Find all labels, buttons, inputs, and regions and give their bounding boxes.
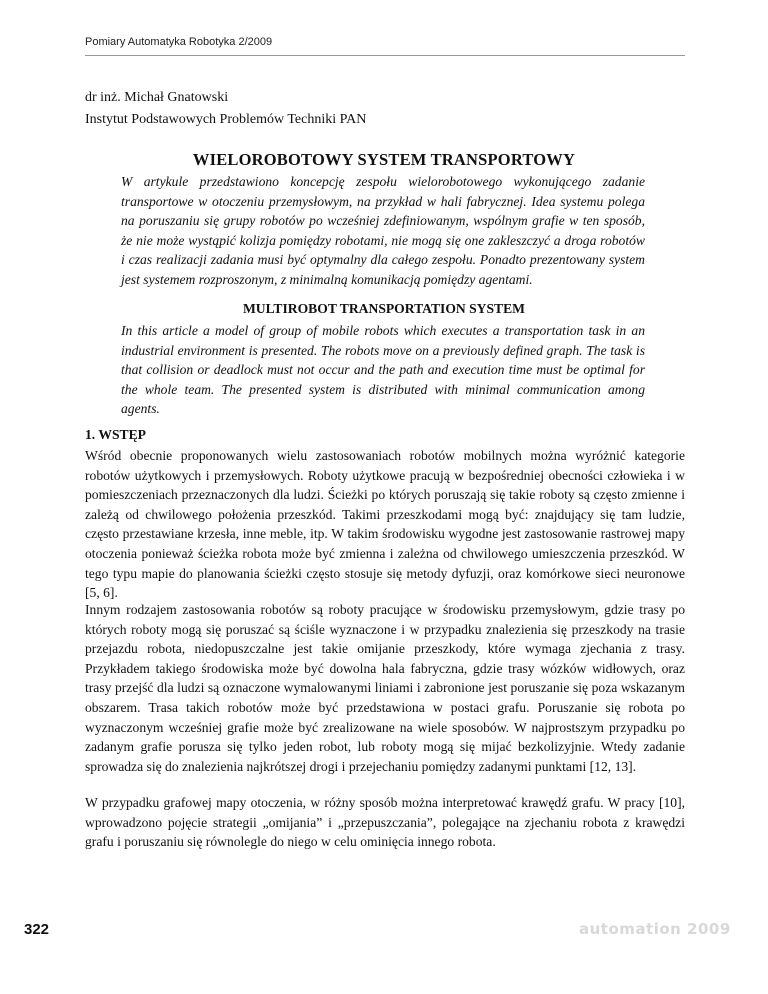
- title-polish: WIELOROBOTOWY SYSTEM TRANSPORTOWY: [192, 150, 576, 169]
- abstract-polish: W artykule przedstawiono koncepcję zespołu wielorobotowego wykonującego zadanie transportowe w otoczeniu przemysłowym, na przykład w hali fabrycznej. Idea systemu polega na poruszaniu się grupy robotów po wcześniej zdefiniowanym, wspólnym grafie w ten sposób, że nie może wystąpić kolizja pomiędzy robotami, nie mogą się one zakleszczyć a droga robotów i czas realizacji zadania musi być optymalny dla całego zespołu. Ponadto prezentowany system jest systemem rozproszonym, z minimalną komunikacją pomiędzy agentami.: [121, 174, 645, 287]
- body-paragraph: W przypadku grafowej mapy otoczenia, w różny sposób można interpretować krawędź grafu. W pracy [10], wprowadzono pojęcie strategii „omijania” i „przepuszczania”, polegające na zjechaniu robota z krawędzi grafu i poruszaniu się równolegle do niego w celu ominięcia innego robota.: [85, 795, 685, 850]
- page-number: 322: [24, 921, 50, 938]
- author-affiliation: Instytut Podstawowych Problemów Techniki PAN: [85, 112, 367, 127]
- section-heading: 1. WSTĘP: [85, 427, 146, 442]
- footer-watermark: automation 2009: [579, 920, 731, 938]
- author-name: dr inż. Michał Gnatowski: [85, 90, 229, 105]
- body-paragraph: Wśród obecnie proponowanych wielu zastosowaniach robotów mobilnych można wyróżnić kategorie robotów użytkowych i przemysłowych. Roboty użytkowe pracują w bezpośredniej obecności człowieka i w pomieszczeniach przeznaczonych dla ludzi. Ścieżki po których poruszają się takie roboty są często zmienne i zależą od chwilowego położenia przeszkód. Takimi przeszkodami mogą być: znajdujący się tam ludzie, często przestawiane krzesła, inne meble, itp. W takim środowisku wygodne jest zastosowanie rastrowej mapy otoczenia ponieważ ścieżka robota może być zmienna i zależna od chwilowego umieszczenia przeszkód. W tego typu mapie do planowania ścieżki często stosuje się metody dyfuzji, oraz komórkowe sieci neuronowe [5, 6].: [85, 448, 685, 601]
- body-paragraph: Innym rodzajem zastosowania robotów są roboty pracujące w środowisku przemysłowym, gdzie trasy po których roboty mogą się poruszać są ściśle wyznaczone i w przypadku znalezienia się przeszkody na trasie przejazdu robota, niedopuszczalne jest takie omijanie przeszkody, które wymaga zjechania z trasy. Przykładem takiego środowiska może być dowolna hala fabryczna, gdzie trasy wózków widłowych, oraz trasy przejść dla ludzi są oznaczone wymalowanymi liniami i zabronione jest poruszanie się poza wskazanym obszarem. Trasa takich robotów może być przedstawiona w postaci grafu. Poruszanie się robota po wyznaczonym wcześniej grafie może być zrealizowane na wiele sposobów. W najprostszym przypadku po zadanym grafie porusza się tylko jeden robot, lub roboty mogą się mijać bezkolizyjnie. Wtedy zadanie sprowadza się do znalezienia najkrótszej drogi i przejechaniu pomiędzy zadanymi punktami [12, 13].: [85, 602, 685, 774]
- abstract-english: In this article a model of group of mobile robots which executes a transportation task in an industrial environment is presented. The robots move on a previously defined graph. The task is that collision or deadlock must not occur and the path and execution time must be optimal for the whole team. The presented system is distributed with minimal communication among agents.: [121, 323, 645, 416]
- header-rule: [85, 55, 685, 56]
- title-english: MULTIROBOT TRANSPORTATION SYSTEM: [242, 301, 526, 316]
- running-header: Pomiary Automatyka Robotyka 2/2009: [85, 36, 273, 48]
